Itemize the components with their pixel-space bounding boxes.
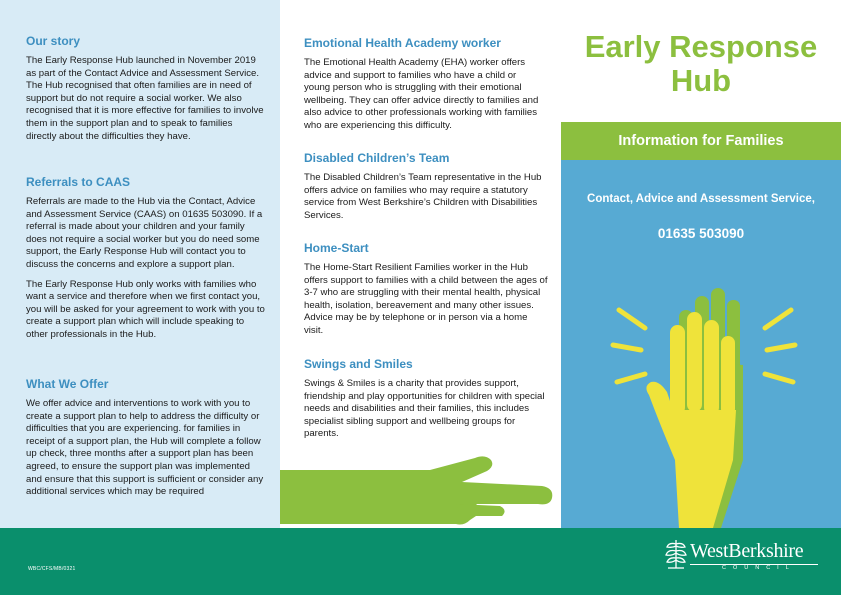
phone-number: 01635 503090 — [657, 226, 745, 241]
swings-smiles-text: Swings & Smiles is a charity that provides support, friendship and play opportunities for children with special needs and disabilities and their families, this includes specialist sibling support and wellbeing groups for parents. — [304, 378, 545, 440]
disabled-team-section — [304, 151, 544, 229]
our-story-text: The Early Response Hub launched in November 2019 as part of the Contact Advice and Assessment Service. The Hub recognised that often families are in need of support but do not require a social worker. We also recognised that it is more effective for families to involve them in the support plan and to speak to families directly about the difficulties they have. — [26, 55, 264, 142]
referrals-text-1: Referrals are made to the Hub via the Contact, Advice and Assessment Service (CAAS) on 01635 503090. If a referral is made about your children and your family does not require a social worker but you do need some support, the Early Response Hub will contact you to discuss the concerns and explore a support plan. — [26, 196, 263, 270]
swings-smiles-section — [304, 357, 548, 448]
home-start-text: The Home-Start Resilient Families worker in the Hub offers support to families with a child between the ages of 3-7 who are struggling with their mental health, physical health, isolation, bereavement and many other issues. Advice may be by telephone or in person via a home visit. — [304, 262, 548, 336]
left-panel — [0, 0, 280, 528]
referrals-section — [26, 175, 266, 349]
council-logo-text: WestBerkshire — [690, 540, 804, 562]
eha-text: The Emotional Health Academy (EHA) worker offers advice and support to families who have a child or young person who is struggling with their emotional wellbeing. They can offer advice directly to families and also advice to other professionals working with families who are experiencing this difficulty. — [304, 57, 539, 131]
what-we-offer-text: We offer advice and interventions to work with you to create a support plan to help to address the difficulty or difficulties that you are experiencing. for families in receipt of a support plan, the Hub will complete a follow up check, three months after a support plan has been agreed, to ensure the support plan was implemented and ensure that this support is sufficient or consider any additional services which may be required — [26, 398, 264, 498]
hub-title-line-2: Hub — [670, 63, 732, 98]
our-story-section — [26, 34, 264, 150]
raised-hands-illustration — [561, 160, 841, 528]
home-start-section — [304, 241, 548, 345]
referrals-heading: Referrals to CAAS — [26, 175, 131, 189]
info-band-label: Information for Families — [618, 133, 784, 149]
document-reference: WBC/CFS/MB/0321 — [28, 566, 76, 572]
swings-smiles-heading: Swings and Smiles — [304, 357, 413, 371]
home-start-heading: Home-Start — [304, 241, 369, 255]
right-panel — [561, 0, 841, 528]
contact-label: Contact, Advice and Assessment Service, — [587, 193, 815, 205]
referrals-text-2: The Early Response Hub only works with families who want a service and therefore when we first contact you, you will be asked for your agreement to work with you to create a support plan which will include speaking to other professionals in the Hub. — [26, 278, 265, 340]
middle-panel — [280, 0, 561, 528]
what-we-offer-heading: What We Offer — [26, 377, 109, 391]
hub-title — [561, 30, 841, 98]
council-logo-subtext: COUNCIL — [722, 565, 796, 571]
eha-heading: Emotional Health Academy worker — [304, 36, 501, 50]
hub-title-line-1: Early Response — [584, 29, 818, 64]
our-story-heading: Our story — [26, 34, 81, 48]
disabled-team-heading: Disabled Children’s Team — [304, 151, 450, 165]
info-band — [561, 122, 841, 160]
eha-section — [304, 36, 544, 140]
contact-panel — [561, 160, 841, 528]
pointing-hand-illustration — [280, 440, 561, 528]
disabled-team-text: The Disabled Children’s Team representative in the Hub offers advice on families who may require a statutory service from West Berkshire’s Children with Disabilities Services. — [304, 172, 542, 221]
council-logo — [664, 538, 824, 578]
what-we-offer-section — [26, 377, 266, 506]
council-crest-icon — [664, 538, 688, 572]
